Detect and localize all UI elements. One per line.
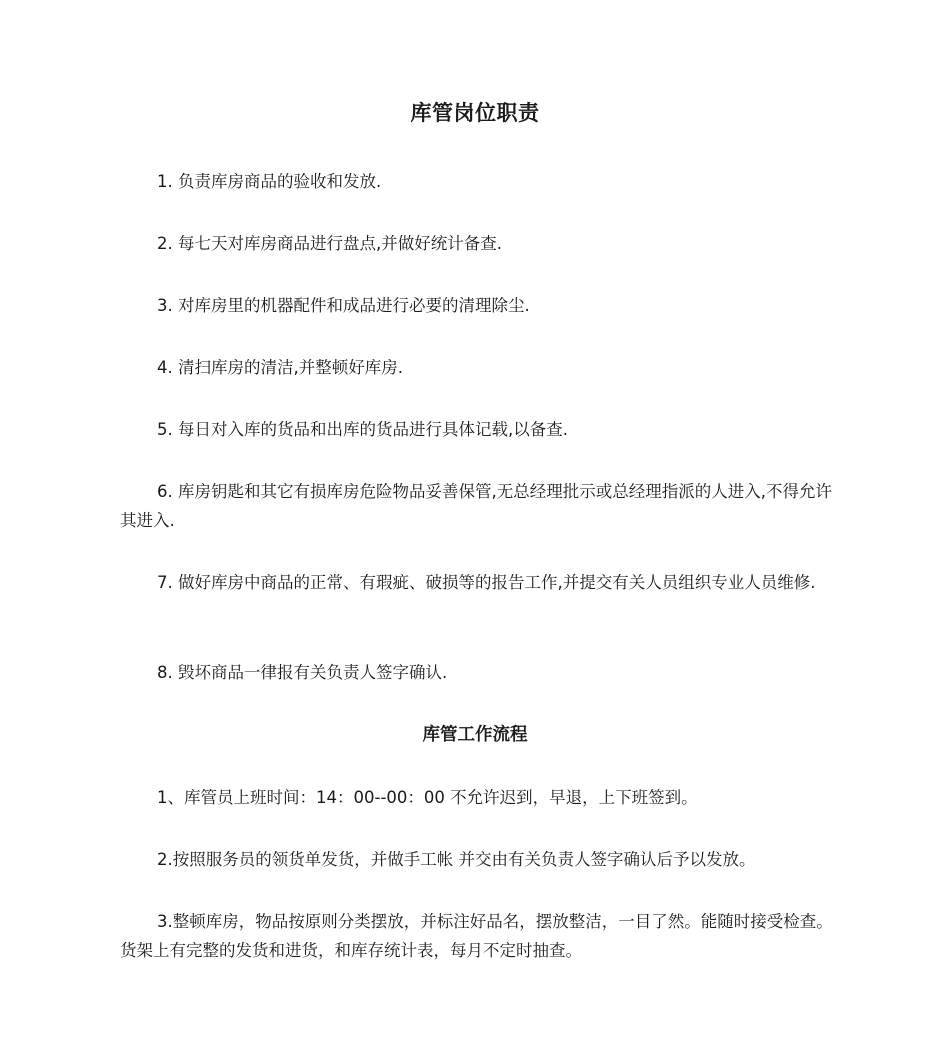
duty-item: 4. 清扫库房的清洁,并整顿好库房. <box>157 358 403 377</box>
duty-item: 5. 每日对入库的货品和出库的货品进行具体记载,以备查. <box>157 420 568 439</box>
workflow-title: 库管工作流程 <box>422 725 528 745</box>
workflow-item: 3.整顿库房，物品按原则分类摆放，并标注好品名，摆放整洁，一目了然。能随时接受检查。货架上有完整的发货和进货，和库存统计表，每月不定时抽查。 <box>120 912 833 960</box>
document-title: 库管岗位职责 <box>410 101 540 125</box>
duty-item: 2. 每七天对库房商品进行盘点,并做好统计备查. <box>157 234 502 253</box>
duty-item: 7. 做好库房中商品的正常、有瑕疵、破损等的报告工作,并提交有关人员组织专业人员维修. <box>157 573 816 592</box>
duty-item: 3. 对库房里的机器配件和成品进行必要的清理除尘. <box>157 296 530 315</box>
duty-item: 6. 库房钥匙和其它有损库房危险物品妥善保管,无总经理批示或总经理指派的人进入,不得允许其进入. <box>120 482 832 530</box>
duty-item: 8. 毁坏商品一律报有关负责人签字确认. <box>157 663 448 682</box>
workflow-item: 2.按照服务员的领货单发货，并做手工帐 并交由有关负责人签字确认后予以发放。 <box>157 850 756 869</box>
workflow-item: 1、库管员上班时间：14：00--00：00 不允许迟到，早退，上下班签到。 <box>157 788 698 807</box>
duty-item: 1. 负责库房商品的验收和发放. <box>157 172 382 191</box>
